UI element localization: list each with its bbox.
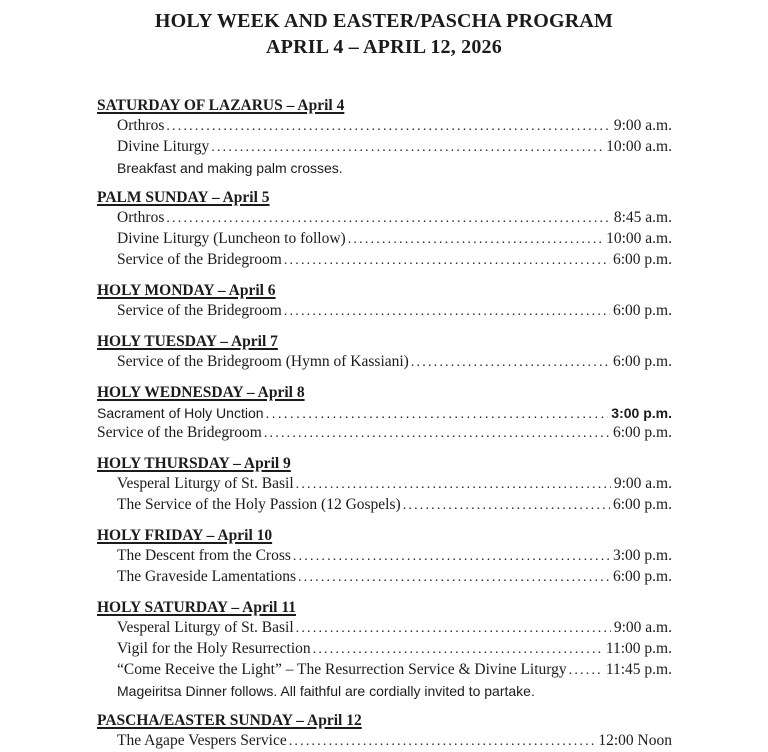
note-row [97,158,672,178]
program-section [97,526,672,588]
program-section [97,598,672,701]
event-label: Vesperal Liturgy of St. Basil [117,619,294,636]
event-time: 9:00 a.m. [613,117,672,134]
event-time: 10:00 a.m. [606,230,672,247]
schedule-row [97,301,672,322]
title-line-1: HOLY WEEK AND EASTER/PASCHA PROGRAM [154,10,614,32]
section-heading: HOLY WEDNESDAY – April 8 [97,384,305,401]
event-label: The Agape Vespers Service [117,732,287,749]
dot-leader [403,495,610,516]
dot-leader [166,116,611,137]
program-section [97,332,672,373]
schedule-row [97,660,672,681]
program-section [97,383,672,444]
event-time: 6:00 p.m. [613,302,672,319]
dot-leader [211,137,603,158]
event-label: Breakfast and making palm crosses. [117,160,343,176]
program-sections [97,96,672,752]
event-time: 11:00 p.m. [605,640,672,657]
event-label: Service of the Bridegroom [117,302,282,319]
dot-leader [313,639,603,660]
dot-leader [296,618,611,639]
document-title [0,0,768,60]
schedule-row [97,567,672,588]
section-heading: SATURDAY OF LAZARUS – April 4 [97,97,345,114]
program-section [97,96,672,178]
schedule-row [97,618,672,639]
event-time: 12:00 Noon [598,732,672,749]
event-label: Divine Liturgy [117,138,210,155]
program-section [97,454,672,516]
section-heading: HOLY THURSDAY – April 9 [97,455,291,472]
event-time: 10:00 a.m. [606,138,672,155]
schedule-row [97,546,672,567]
schedule-row [97,423,672,444]
event-label: Orthros [117,209,165,226]
event-label: The Graveside Lamentations [117,568,297,585]
event-time: 8:45 a.m. [613,209,672,226]
note-row [97,681,672,701]
section-heading: HOLY TUESDAY – April 7 [97,333,278,350]
dot-leader [266,403,609,423]
schedule-row [97,208,672,229]
section-heading: HOLY MONDAY – April 6 [97,282,276,299]
event-label: The Descent from the Cross [117,547,291,564]
event-time: 3:00 p.m. [613,547,672,564]
dot-leader [284,250,610,271]
program-section [97,281,672,322]
schedule-row [97,250,672,271]
dot-leader [166,208,611,229]
event-label: Sacrament of Holy Unction [97,405,264,421]
event-label: Vesperal Liturgy of St. Basil [117,475,294,492]
event-label: Divine Liturgy (Luncheon to follow) [117,230,346,247]
dot-leader [293,546,610,567]
dot-leader [348,229,603,250]
event-label: Service of the Bridegroom (Hymn of Kassiani) [117,353,409,370]
dot-leader [289,731,596,752]
event-label: Orthros [117,117,165,134]
title-line-2: APRIL 4 – APRIL 12, 2026 [266,36,502,58]
dot-leader [298,567,610,588]
event-time: 9:00 a.m. [613,619,672,636]
schedule-row [97,731,672,752]
dot-leader [264,423,610,444]
section-heading: PASCHA/EASTER SUNDAY – April 12 [97,712,362,729]
event-label: The Service of the Holy Passion (12 Gospels) [117,496,401,513]
event-label: “Come Receive the Light” – The Resurrection Service & Divine Liturgy [117,661,567,678]
event-time: 6:00 p.m. [613,353,672,370]
schedule-row [97,116,672,137]
dot-leader [569,660,603,681]
schedule-row [97,639,672,660]
program-section [97,711,672,752]
event-time: 11:45 p.m. [605,661,672,678]
section-heading: HOLY SATURDAY – April 11 [97,599,296,616]
dot-leader [296,474,611,495]
event-label: Vigil for the Holy Resurrection [117,640,311,657]
section-heading: HOLY FRIDAY – April 10 [97,527,273,544]
section-heading: PALM SUNDAY – April 5 [97,189,270,206]
event-label: Service of the Bridegroom [117,251,282,268]
dot-leader [411,352,610,373]
event-time: 6:00 p.m. [613,424,672,441]
event-time: 6:00 p.m. [613,568,672,585]
schedule-row [97,229,672,250]
schedule-row [97,137,672,158]
event-label: Service of the Bridegroom [97,424,262,441]
schedule-row [97,495,672,516]
event-time: 3:00 p.m. [611,405,672,421]
schedule-row [97,352,672,373]
event-label: Mageiritsa Dinner follows. All faithful are cordially invited to partake. [117,683,535,699]
schedule-row [97,474,672,495]
event-time: 6:00 p.m. [613,251,672,268]
schedule-row [97,403,672,423]
event-time: 9:00 a.m. [613,475,672,492]
event-time: 6:00 p.m. [613,496,672,513]
program-section [97,188,672,271]
dot-leader [284,301,610,322]
